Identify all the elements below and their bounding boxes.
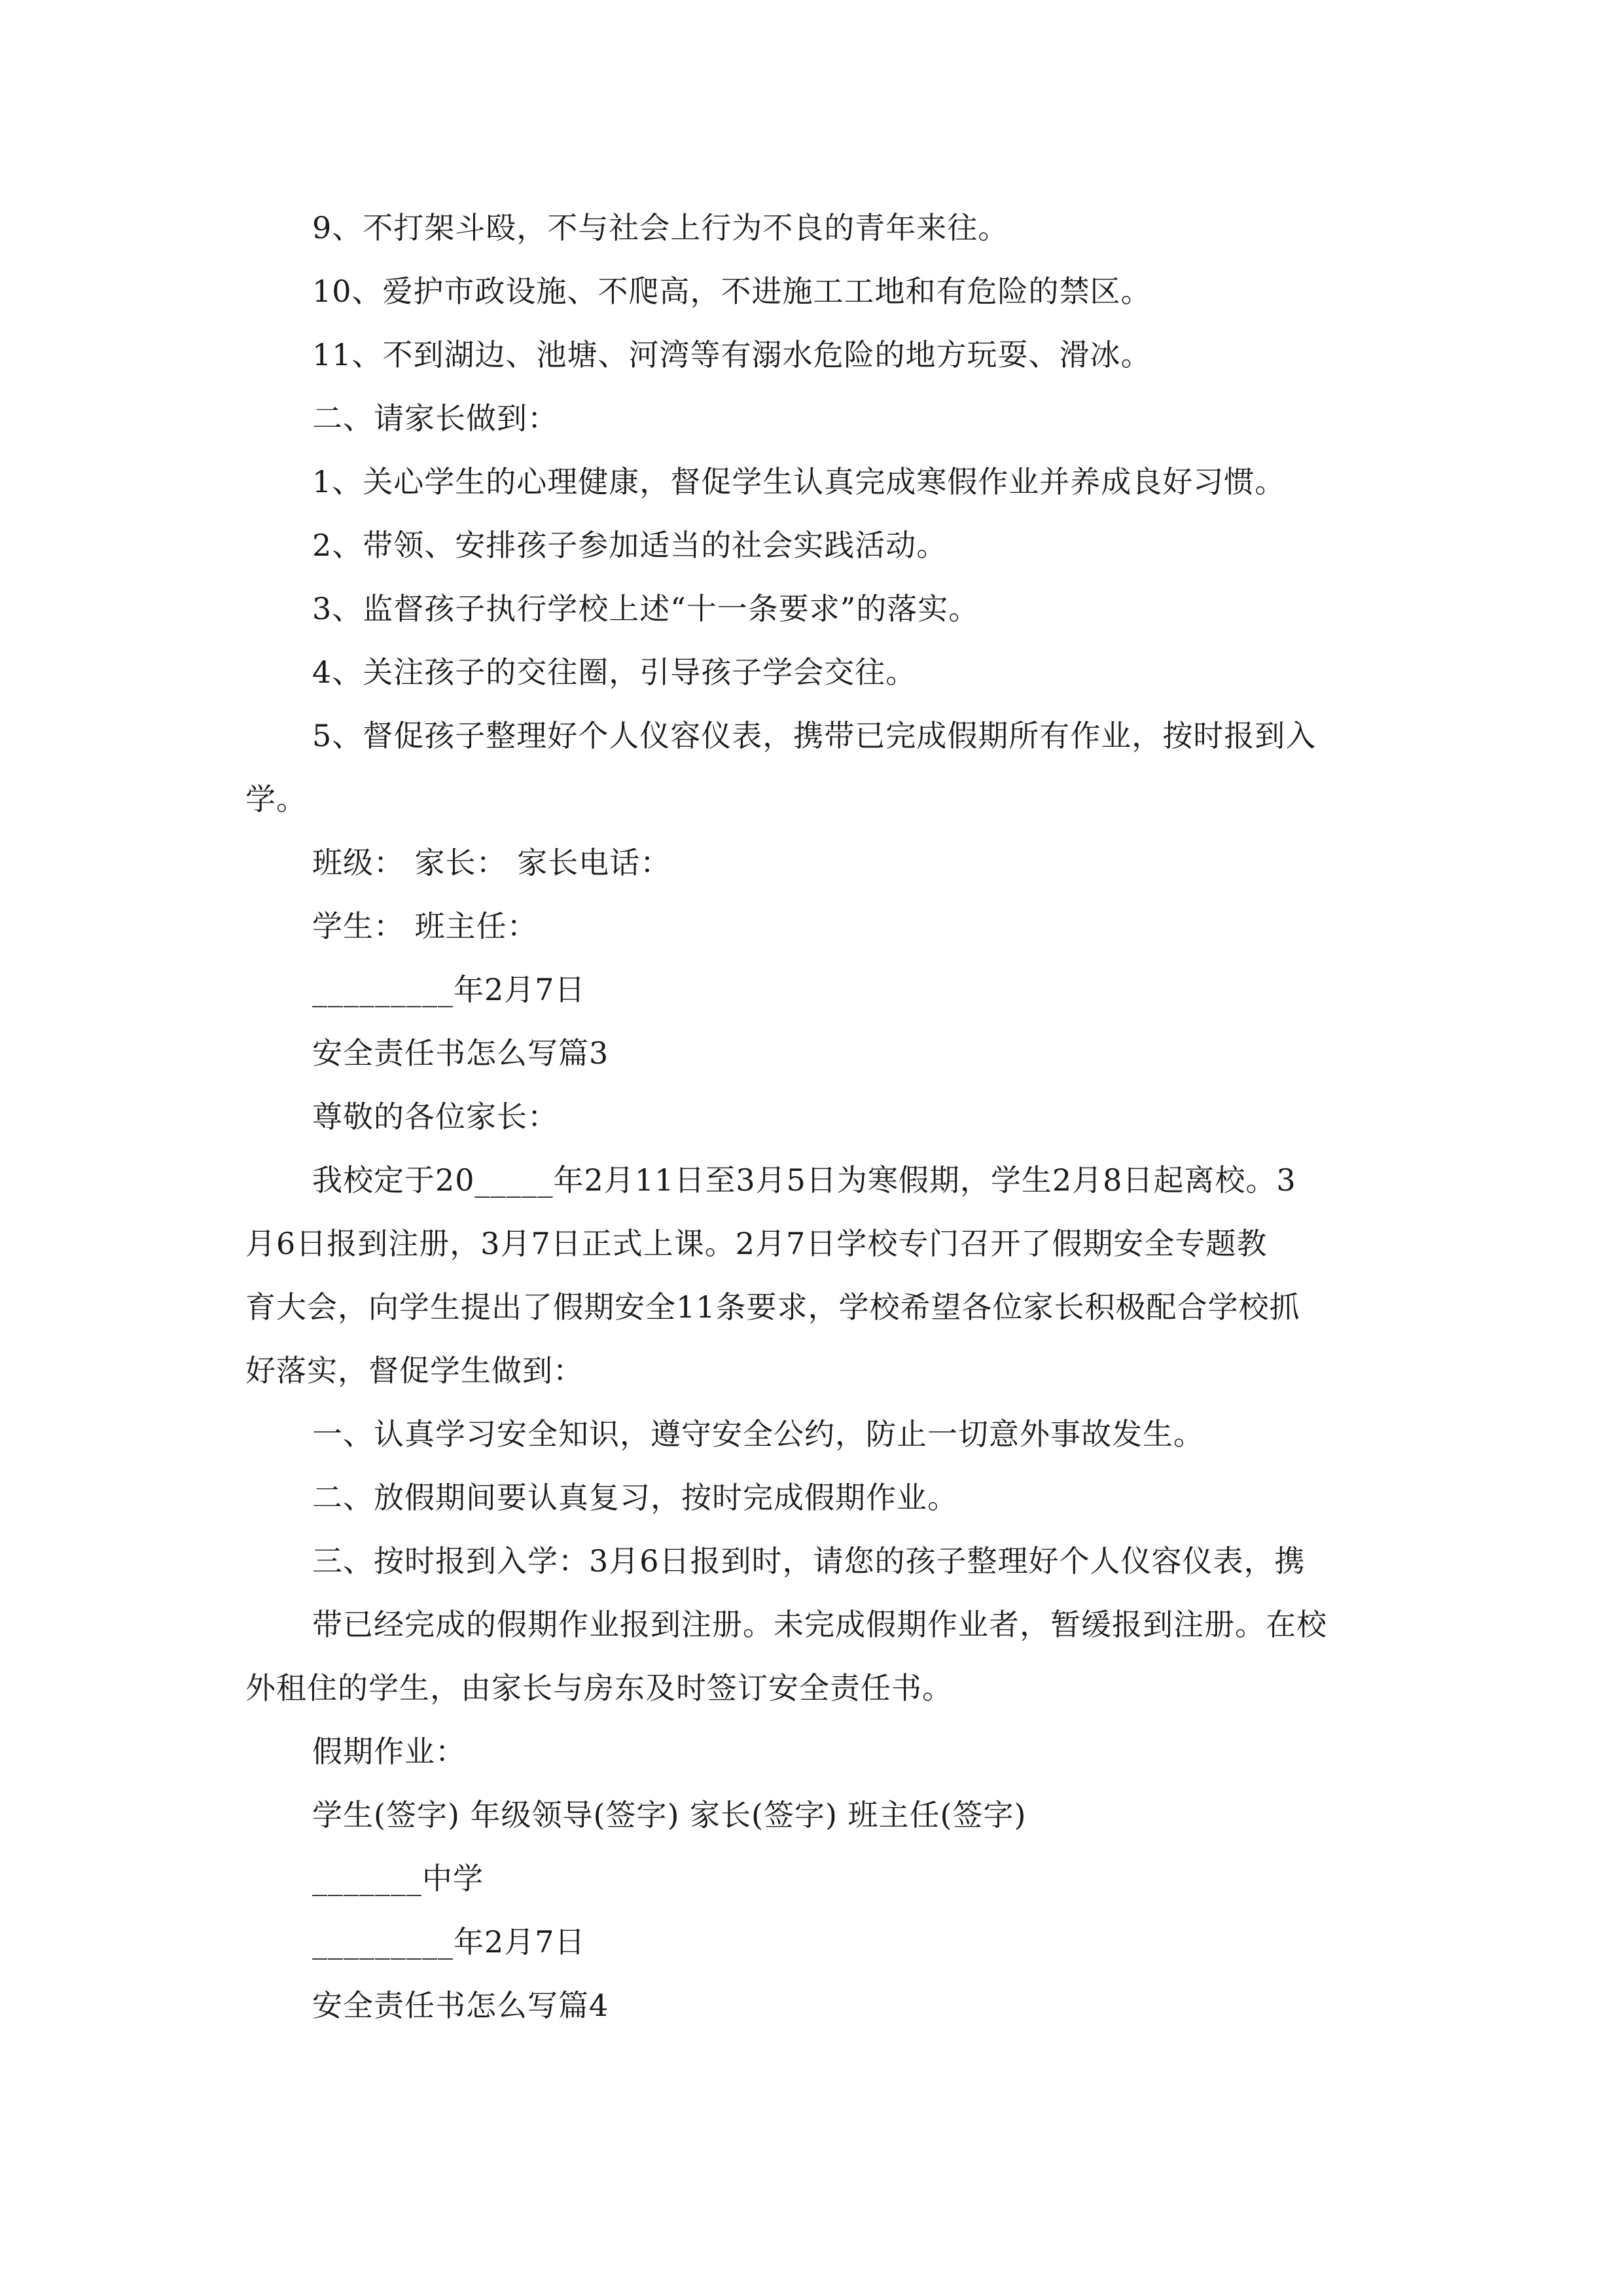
signature-line-student: 学生： 班主任： [312,908,538,944]
date-line-1: _________年2月7日 [312,972,586,1007]
rule-11: 11、不到湖边、池塘、河湾等有溺水危险的地方玩耍、滑冰。 [312,337,1152,372]
requirement-3: 三、按时报到入学：3月6日报到时，请您的孩子整理好个人仪容仪表，携 [312,1543,1306,1579]
body-paragraph-line-1: 我校定于20_____年2月11日至3月5日为寒假期，学生2月8日起离校。3 [312,1162,1296,1198]
requirement-3-cont-1: 带已经完成的假期作业报到注册。未完成假期作业者，暂缓报到注册。在校 [312,1607,1327,1642]
section-title-3: 安全责任书怎么写篇3 [312,1035,609,1071]
rule-9: 9、不打架斗殴，不与社会上行为不良的青年来往。 [312,210,1009,245]
body-paragraph-line-2: 月6日报到注册，3月7日正式上课。2月7日学校专门召开了假期安全专题教 [245,1226,1268,1261]
section-heading-parents: 二、请家长做到： [312,401,558,436]
signature-line-class: 班级： 家长： 家长电话： [312,845,671,880]
parent-item-5: 5、督促孩子整理好个人仪容仪表，携带已完成假期所有作业，按时报到入 [312,718,1317,753]
requirement-3-cont-2: 外租住的学生，由家长与房东及时签订安全责任书。 [245,1670,953,1706]
school-name-line: _______中学 [312,1861,484,1896]
section-title-4: 安全责任书怎么写篇4 [312,1988,609,2023]
parent-item-1: 1、关心学生的心理健康，督促学生认真完成寒假作业并养成良好习惯。 [312,464,1286,499]
signature-fields: 学生(签字) 年级领导(签字) 家长(签字) 班主任(签字) [312,1797,1027,1833]
body-paragraph-line-4: 好落实，督促学生做到： [245,1353,584,1388]
parent-item-2: 2、带领、安排孩子参加适当的社会实践活动。 [312,528,948,563]
salutation: 尊敬的各位家长： [312,1099,558,1134]
parent-item-5-cont: 学。 [245,781,307,817]
requirement-1: 一、认真学习安全知识，遵守安全公约，防止一切意外事故发生。 [312,1416,1204,1452]
date-line-2: _________年2月7日 [312,1924,586,1960]
body-paragraph-line-3: 育大会，向学生提出了假期安全11条要求，学校希望各位家长积极配合学校抓 [245,1289,1300,1325]
parent-item-4: 4、关注孩子的交往圈，引导孩子学会交往。 [312,655,917,690]
parent-item-3: 3、监督孩子执行学校上述“十一条要求”的落实。 [312,591,980,626]
rule-10: 10、爱护市政设施、不爬高，不进施工工地和有危险的禁区。 [312,274,1152,309]
requirement-2: 二、放假期间要认真复习，按时完成假期作业。 [312,1480,958,1515]
holiday-homework-label: 假期作业： [312,1734,466,1769]
